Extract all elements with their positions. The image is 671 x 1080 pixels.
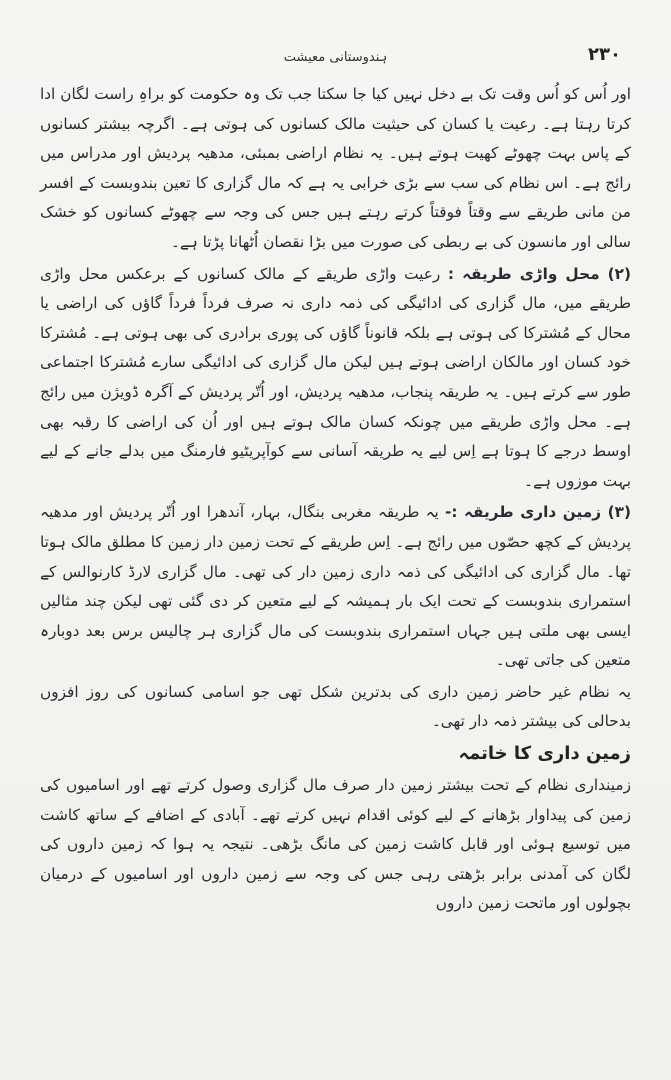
paragraph-absentee-landlordism: یہ نظام غیر حاضر زمین داری کی بدترین شکل تھی جو اسامی کسانوں کی روز افزوں بدحالی کی بیشتر ذمہ دار تھی۔ xyxy=(40,682,631,731)
subheading-abolition-of-zamindari: زمین داری کا خاتمہ xyxy=(458,743,631,765)
section-text-zamindari: یہ طریقہ مغربی بنگال، بہار، آندھرا اور اُتّر پردیش اور مدھیہ پردیش کے کچھ حصّوں میں رائج ہے۔ اِس طریقے کے تحت زمین دار زمین کا مطلق مالک ہوتا تھا۔ مال گزاری کی ادائیگی کی ذمہ داری زمین دار کی تھی۔ مال گزاری لارڈ کارنوالس کے استمراری بندوبست کے تحت ایک بار ہمیشہ کے لیے متعین کر دی گئی تھی لیکن چند مثالیں ایسی بھی ملتی ہیں جہاں استمراری بندوبست کی مال گزاری ہر چالیس برس بعد دوبارہ متعین کی جاتی تھی۔ xyxy=(40,503,631,670)
paragraph-abolition: زمینداری نظام کے تحت بیشتر زمین دار صرف مال گزاری وصول کرتے تھے اور اسامیوں کی زمین کی پیداوار بڑھانے کے لیے کوئی اقدام نہیں کرتے تھے۔ آبادی کے اضافے کے ساتھ کاشت میں توسیع ہوئی اور قابل کاشت زمین کی مانگ بڑھی۔ نتیجہ یہ ہوا کہ زمین داروں کی لگان کی آمدنی برابر بڑھتی رہی جس کی وجہ سے زمین داروں اور اسامیوں کے درمیان بچولوں اور ماتحت زمین داروں xyxy=(40,776,631,913)
section-heading-mahalwari: (۲) محل واڑی طریقہ : xyxy=(447,264,631,283)
page-number: ۲۳۰ xyxy=(588,44,621,65)
paragraph-mahalwari xyxy=(40,260,631,497)
section-text-mahalwari: رعیت واڑی طریقے کے مالک کسانوں کے برعکس محل واڑی طریقے میں، مال گزاری کی ادائیگی کی ذمہ داری نہ صرف فرداً فرداً گاؤں کی اراضی یا محال کے مُشترکا کی ہوتی ہے بلکہ قانوناً گاؤں کی پوری برادری کی بھی ہوتی ہے۔ مُشترکا خود کسان اور مالکان اراضی ہوتے ہیں لیکن مال گزاری کی ادائیگی سارے مُشترکا اجتماعی طور سے کرتے ہیں۔ یہ طریقہ پنجاب، مدھیہ پردیش، اور اُتّر پردیش کے آگرہ ڈویژن میں رائج ہے۔ محل واڑی طریقے میں چونکہ کسان مالک ہوتے ہیں اور اُن کی اراضی کا رقبہ بھی اوسط درجے کا ہوتا ہے اِس لیے یہ طریقہ آسانی سے کوآپریٹیو فارمنگ میں بدلے جانے کے لیے بہت موزوں ہے۔ xyxy=(40,264,631,490)
running-title: ہندوستانی معیشت xyxy=(283,50,388,65)
paragraph-zamindari xyxy=(40,498,631,676)
page-body xyxy=(40,80,631,919)
section-heading-zamindari: (۳) زمین داری طریقہ :- xyxy=(444,503,632,522)
paragraph-raiyatwari-continued: اور اُس کو اُس وقت تک بے دخل نہیں کیا جا سکتا جب تک وہ حکومت کو براہِ راست لگان ادا کرتا رہتا ہے۔ رعیت یا کسان کی حیثیت مالک کسانوں کی ہوتی ہے۔ اگرچہ بیشتر کسانوں کے پاس بہت چھوٹے کھیت ہوتے ہیں۔ یہ نظام اراضی بمبئی، مدھیہ پردیش اور مدراس میں رائج ہے۔ اس نظام کی سب سے بڑی خرابی یہ ہے کہ مال گزاری کا تعین بندوبست کے افسر من مانی طریقے سے وقتاً فوقتاً کرتے رہتے ہیں جس کی وجہ سے چھوٹے کسانوں کو خشک سالی اور مانسون کی بے ربطی کی صورت میں بڑا نقصان اُٹھانا پڑتا ہے۔ xyxy=(40,85,631,251)
page-header xyxy=(40,44,631,80)
